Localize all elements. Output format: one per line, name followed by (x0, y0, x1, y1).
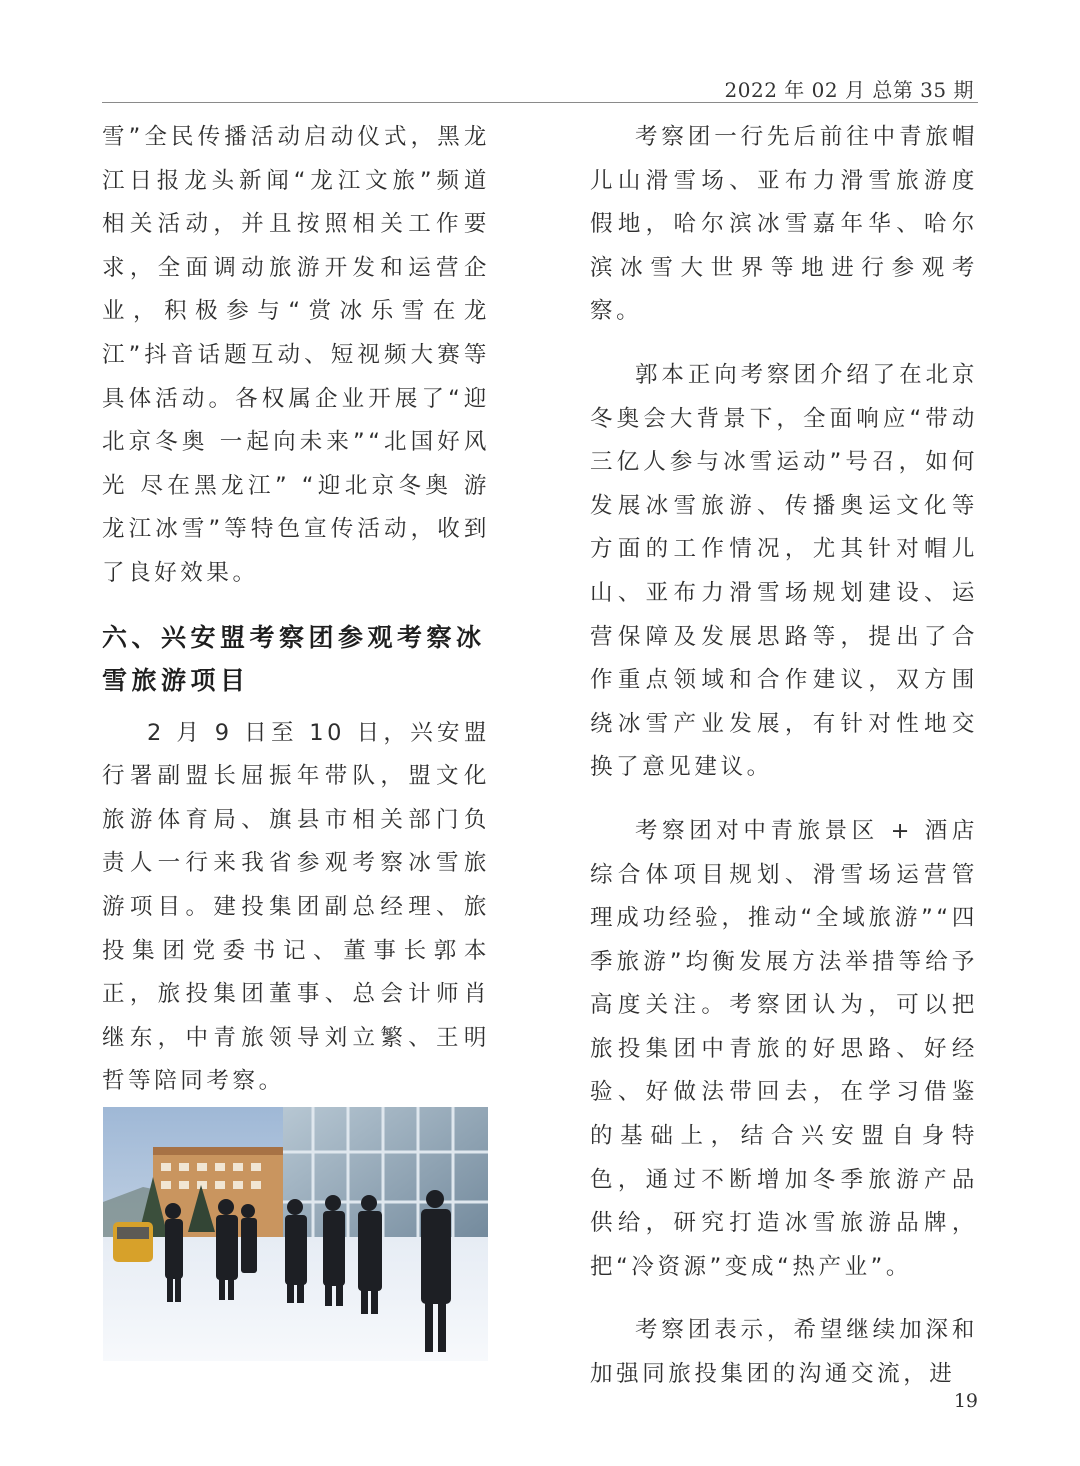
right-column (590, 116, 978, 1417)
left-paragraph-1: 雪”全民传播活动启动仪式，黑龙江日报龙头新闻“龙江文旅”频道相关活动，并且按照相关工作要求，全面调动旅游开发和运营企业，积极参与“赏冰乐雪在龙江”抖音话题互动、短视频大赛等具体活动。各权属企业开展了“迎北京冬奥 一起向未来”“北国好风光 尽在黑龙江” “迎北京冬奥 游龙江冰雪”等特色宣传活动，收到了良好效果。 (102, 124, 490, 586)
delegation-photo-illustration (103, 1107, 488, 1361)
right-paragraph-2: 郭本正向考察团介绍了在北京冬奥会大背景下，全面响应“带动三亿人参与冰雪运动”号召，如何发展冰雪旅游、传播奥运文化等方面的工作情况，尤其针对帽儿山、亚布力滑雪场规划建设、运营保障及发展思路等，提出了合作重点领域和合作建议，双方围绕冰雪产业发展，有针对性地交换了意见建议。 (590, 361, 978, 781)
left-column (102, 116, 490, 1104)
delegation-photo (103, 1107, 488, 1361)
left-paragraph-2: 2 月 9 日至 10 日，兴安盟行署副盟长屈振年带队，盟文化旅游体育局、旗县市相关部门负责人一行来我省参观考察冰雪旅游项目。建投集团副总经理、旅投集团党委书记、董事长郭本正，旅投集团董事、总会计师肖继东，中青旅领导刘立繁、王明哲等陪同考察。 (102, 719, 490, 1095)
right-paragraph-1: 考察团一行先后前往中青旅帽儿山滑雪场、亚布力滑雪旅游度假地，哈尔滨冰雪嘉年华、哈尔滨冰雪大世界等地进行参观考察。 (590, 124, 978, 325)
right-paragraph-3: 考察团对中青旅景区 + 酒店综合体项目规划、滑雪场运营管理成功经验，推动“全域旅游”“四季旅游”均衡发展方法举措等给予高度关注。考察团认为，可以把旅投集团中青旅的好思路、好经验、好做法带回去，在学习借鉴的基础上，结合兴安盟自身特色，通过不断增加冬季旅游产品供给，研究打造冰雪旅游品牌，把“冷资源”变成“热产业”。 (590, 817, 978, 1280)
issue-header: 2022 年 02 月 总第 35 期 (724, 78, 974, 102)
right-paragraph-4: 考察团表示，希望继续加深和加强同旅投集团的沟通交流，进 (590, 1317, 978, 1388)
section-heading: 六、兴安盟考察团参观考察冰雪旅游项目 (102, 622, 486, 695)
header-divider (102, 102, 978, 103)
page-number: 19 (953, 1390, 978, 1412)
